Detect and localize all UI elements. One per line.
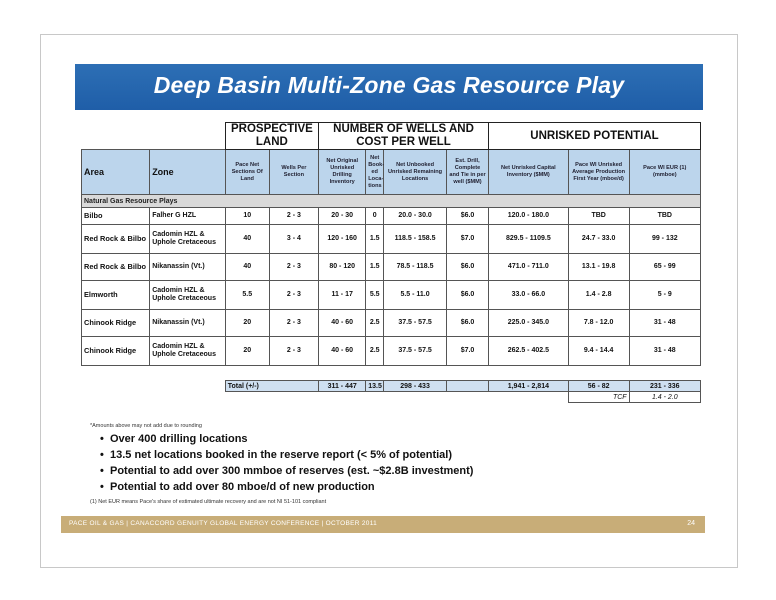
- total-capital: 1,941 - 2,814: [489, 381, 569, 392]
- cell-eur: 31 - 48: [629, 337, 700, 366]
- cell-booked: 2.5: [366, 310, 384, 337]
- table-row: [82, 281, 701, 310]
- col-capital: Net Unrisked Capital Inventory ($MM): [489, 150, 569, 195]
- cell-wells: 2 - 3: [269, 281, 318, 310]
- cell-orig: 40 - 60: [319, 310, 366, 337]
- cell-eur: TBD: [629, 208, 700, 225]
- bullet-item: • Over 400 drilling locations: [100, 433, 248, 445]
- cell-capital: 120.0 - 180.0: [489, 208, 569, 225]
- cell-prod: 24.7 - 33.0: [568, 225, 629, 254]
- col-zone: Zone: [150, 150, 226, 195]
- cell-orig: 11 - 17: [319, 281, 366, 310]
- bullet-item: • Potential to add over 300 mmboe of reserves (est. ~$2.8B investment): [100, 465, 474, 477]
- group-prospective-land: PROSPECTIVE LAND: [225, 123, 318, 150]
- tcf-label: TCF: [568, 392, 629, 403]
- total-row: [82, 381, 701, 392]
- cell-wells: 2 - 3: [269, 254, 318, 281]
- bullet-item: • Potential to add over 80 mboe/d of new production: [100, 481, 375, 493]
- cell-prod: 13.1 - 19.8: [568, 254, 629, 281]
- slide-title: Deep Basin Multi-Zone Gas Resource Play: [153, 72, 625, 98]
- cell-orig: 120 - 160: [319, 225, 366, 254]
- col-wells-per: Wells Per Section: [269, 150, 318, 195]
- cell-prod: 9.4 - 14.4: [568, 337, 629, 366]
- cell-area: Red Rock & Bilbo: [82, 225, 150, 254]
- cell-booked: 1.5: [366, 254, 384, 281]
- cell-unbooked: 37.5 - 57.5: [384, 310, 447, 337]
- cell-booked: 2.5: [366, 337, 384, 366]
- cell-wells: 2 - 3: [269, 310, 318, 337]
- col-sections: Pace Net Sections Of Land: [225, 150, 269, 195]
- footer-text: PACE OIL & GAS | CANACCORD GENUITY GLOBAL ENERGY CONFERENCE | OCTOBER 2011: [69, 520, 378, 527]
- table-row: [82, 225, 701, 254]
- col-area: Area: [82, 150, 150, 195]
- cell-orig: 20 - 30: [319, 208, 366, 225]
- cell-prod: 7.8 - 12.0: [568, 310, 629, 337]
- cell-sections: 40: [225, 225, 269, 254]
- table-row: [82, 208, 701, 225]
- cell-eur: 5 - 9: [629, 281, 700, 310]
- cell-zone: Nikanassin (Vt.): [150, 310, 226, 337]
- tcf-value: 1.4 - 2.0: [629, 392, 700, 403]
- total-eur: 231 - 336: [629, 381, 700, 392]
- bullet-icon: •: [100, 449, 104, 461]
- cell-cost: $6.0: [447, 281, 489, 310]
- col-est-cost: Est. Drill, Complete and Tie in per well ($MM): [447, 150, 489, 195]
- tcf-row: [82, 392, 701, 403]
- total-prod: 56 - 82: [568, 381, 629, 392]
- rounding-note: *Amounts above may not add due to rounding: [90, 423, 202, 429]
- cell-wells: 3 - 4: [269, 225, 318, 254]
- col-net-original: Net Original Unrisked Drilling Inventory: [319, 150, 366, 195]
- cell-cost: $6.0: [447, 254, 489, 281]
- cell-cost: $6.0: [447, 310, 489, 337]
- cell-eur: 65 - 99: [629, 254, 700, 281]
- cell-booked: 5.5: [366, 281, 384, 310]
- cell-booked: 1.5: [366, 225, 384, 254]
- total-orig: 311 - 447: [319, 381, 366, 392]
- col-net-unbooked: Net Unbooked Unrisked Remaining Locations: [384, 150, 447, 195]
- title-banner: [75, 64, 703, 110]
- cell-capital: 471.0 - 711.0: [489, 254, 569, 281]
- group-unrisked: UNRISKED POTENTIAL: [489, 123, 701, 150]
- cell-capital: 262.5 - 402.5: [489, 337, 569, 366]
- table-row: [82, 310, 701, 337]
- cell-cost: $6.0: [447, 208, 489, 225]
- cell-orig: 80 - 120: [319, 254, 366, 281]
- cell-area: Red Rock & Bilbo: [82, 254, 150, 281]
- cell-prod: TBD: [568, 208, 629, 225]
- cell-sections: 20: [225, 337, 269, 366]
- table-row: [82, 254, 701, 281]
- cell-wells: 2 - 3: [269, 337, 318, 366]
- total-booked: 13.5: [366, 381, 384, 392]
- cell-area: Chinook Ridge: [82, 310, 150, 337]
- cell-unbooked: 118.5 - 158.5: [384, 225, 447, 254]
- bullet-icon: •: [100, 481, 104, 493]
- cell-capital: 225.0 - 345.0: [489, 310, 569, 337]
- cell-zone: Falher G HZL: [150, 208, 226, 225]
- cell-cost: $7.0: [447, 337, 489, 366]
- eur-footnote: (1) Net EUR means Pace's share of estimated ultimate recovery and are not NI 51-101 compliant: [90, 499, 327, 505]
- bullet-item: • 13.5 net locations booked in the reserve report (< 5% of potential): [100, 449, 452, 461]
- cell-booked: 0: [366, 208, 384, 225]
- cell-sections: 5.5: [225, 281, 269, 310]
- cell-capital: 829.5 - 1109.5: [489, 225, 569, 254]
- cell-wells: 2 - 3: [269, 208, 318, 225]
- bullet-list: [100, 431, 473, 495]
- bullet-icon: •: [100, 433, 104, 445]
- cell-unbooked: 5.5 - 11.0: [384, 281, 447, 310]
- cell-sections: 20: [225, 310, 269, 337]
- cell-area: Chinook Ridge: [82, 337, 150, 366]
- cell-zone: Cadomin HZL & Uphole Cretaceous: [150, 225, 226, 254]
- total-label: Total (+/-): [225, 381, 318, 392]
- footer-bar: [61, 516, 705, 533]
- cell-cost: $7.0: [447, 225, 489, 254]
- cell-sections: 40: [225, 254, 269, 281]
- cell-unbooked: 37.5 - 57.5: [384, 337, 447, 366]
- group-wells-cost: NUMBER OF WELLS AND COST PER WELL: [319, 123, 489, 150]
- table-row: [82, 337, 701, 366]
- cell-eur: 99 - 132: [629, 225, 700, 254]
- cell-sections: 10: [225, 208, 269, 225]
- cell-area: Elmworth: [82, 281, 150, 310]
- cell-zone: Cadomin HZL & Uphole Cretaceous: [150, 337, 226, 366]
- cell-prod: 1.4 - 2.8: [568, 281, 629, 310]
- cell-orig: 40 - 60: [319, 337, 366, 366]
- section-label: Natural Gas Resource Plays: [82, 195, 701, 208]
- cell-eur: 31 - 48: [629, 310, 700, 337]
- col-booked: Net Book-ed Loca-tions: [366, 150, 384, 195]
- bullet-icon: •: [100, 465, 104, 477]
- cell-capital: 33.0 - 66.0: [489, 281, 569, 310]
- col-eur: Pace WI EUR (1) (mmboe): [629, 150, 700, 195]
- resource-table: [81, 122, 701, 403]
- cell-area: Bilbo: [82, 208, 150, 225]
- cell-zone: Nikanassin (Vt.): [150, 254, 226, 281]
- cell-unbooked: 78.5 - 118.5: [384, 254, 447, 281]
- cell-unbooked: 20.0 - 30.0: [384, 208, 447, 225]
- page-number: 24: [687, 520, 695, 527]
- col-production: Pace WI Unrisked Average Production First Year (mboe/d): [568, 150, 629, 195]
- total-unbooked: 298 - 433: [384, 381, 447, 392]
- cell-zone: Cadomin HZL & Uphole Cretaceous: [150, 281, 226, 310]
